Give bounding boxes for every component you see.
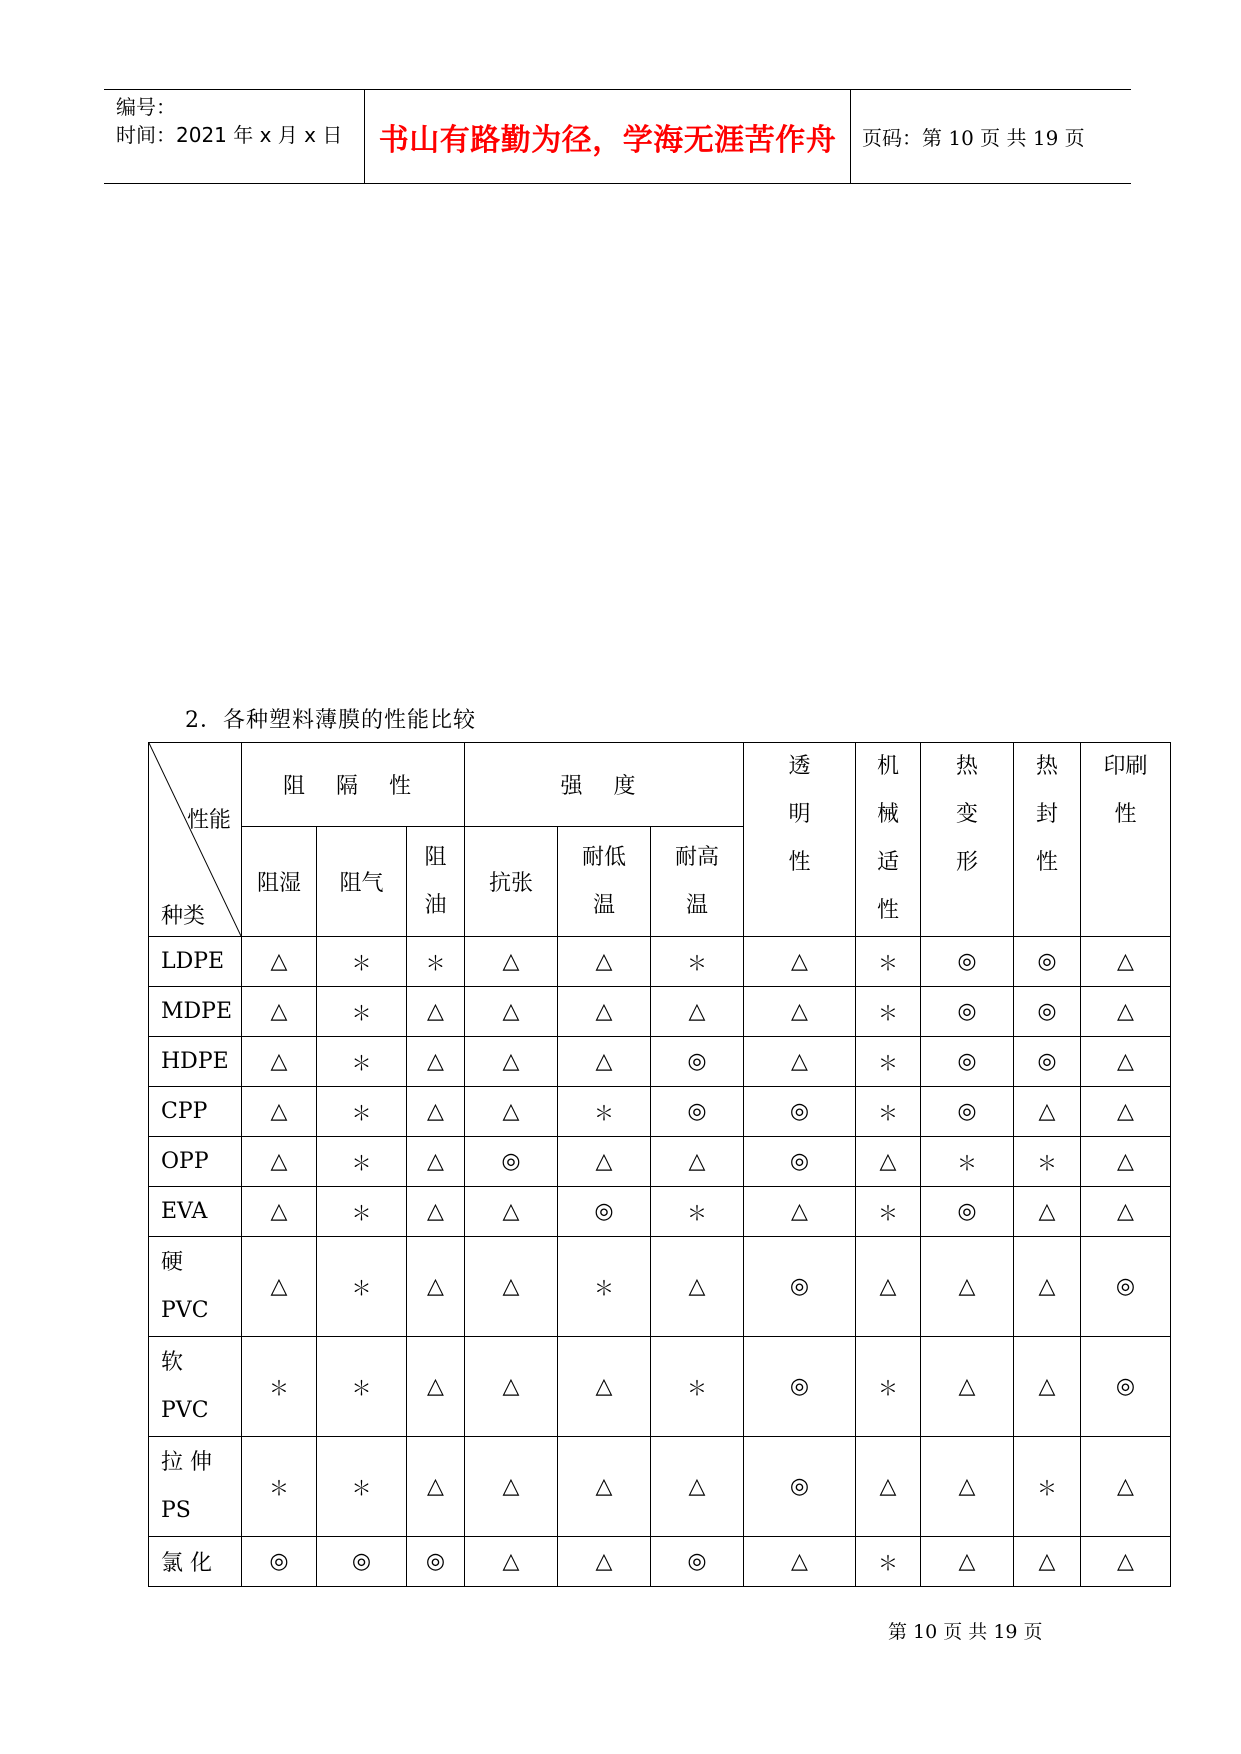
rating-cell: ＊	[651, 1187, 744, 1237]
rating-cell: ＊	[856, 1337, 921, 1437]
rating-cell: △	[1014, 1237, 1081, 1337]
rating-cell: ◎	[744, 1137, 856, 1187]
table-row	[149, 1337, 1171, 1437]
header-motto: 书山有路勤为径，学海无涯苦作舟	[378, 122, 837, 158]
rating-cell: △	[1081, 937, 1171, 987]
rating-cell: △	[558, 1537, 651, 1587]
rating-cell: △	[407, 987, 465, 1037]
table-row	[149, 1037, 1171, 1087]
rating-cell: ◎	[1014, 1037, 1081, 1087]
row-material-name: 氯 化	[149, 1537, 242, 1587]
rating-cell: △	[651, 1237, 744, 1337]
rating-cell: △	[1081, 1087, 1171, 1137]
rating-cell: △	[1014, 1087, 1081, 1137]
table-row	[149, 1237, 1171, 1337]
header-printability: 印刷 性	[1081, 743, 1171, 937]
rating-cell: ＊	[317, 1437, 407, 1537]
row-material-name: MDPE	[149, 987, 242, 1037]
rating-cell: ◎	[921, 1087, 1014, 1137]
rating-cell: ◎	[921, 1187, 1014, 1237]
time-text: 时间：2021 年 x 月 x 日	[116, 123, 343, 147]
rating-cell: ＊	[242, 1337, 317, 1437]
page-footer: 第 10 页 共 19 页	[888, 1621, 1043, 1643]
rating-cell: △	[407, 1187, 465, 1237]
rating-cell: ＊	[1014, 1137, 1081, 1187]
rating-cell: ◎	[558, 1187, 651, 1237]
rating-cell: △	[242, 937, 317, 987]
row-name-line1: 硬	[161, 1249, 184, 1275]
row-material-name	[149, 1437, 242, 1537]
rating-cell: △	[921, 1437, 1014, 1537]
rating-cell: ＊	[856, 1037, 921, 1087]
rating-cell: ＊	[856, 937, 921, 987]
row-material-name: HDPE	[149, 1037, 242, 1087]
rating-cell: ＊	[921, 1137, 1014, 1187]
rating-cell: △	[465, 1237, 558, 1337]
rating-cell: △	[407, 1137, 465, 1187]
subheader-moisture: 阻湿	[242, 827, 317, 937]
rating-cell: ◎	[921, 1037, 1014, 1087]
rating-cell: △	[407, 1437, 465, 1537]
rating-cell: △	[558, 937, 651, 987]
rating-cell: △	[465, 1337, 558, 1437]
rating-cell: ＊	[856, 1187, 921, 1237]
header-meta	[116, 93, 356, 149]
rating-cell: ＊	[856, 987, 921, 1037]
rating-cell: △	[242, 1237, 317, 1337]
rating-cell: △	[921, 1237, 1014, 1337]
rating-cell: △	[465, 1437, 558, 1537]
row-name-line2: PVC	[161, 1297, 209, 1323]
subheader-high-temp: 耐高 温	[651, 827, 744, 937]
rating-cell: ＊	[317, 1087, 407, 1137]
header-heat-seal: 热 封 性	[1014, 743, 1081, 937]
rating-cell: ◎	[921, 987, 1014, 1037]
table-row	[149, 1137, 1171, 1187]
rating-cell: △	[744, 987, 856, 1037]
rating-cell: △	[407, 1337, 465, 1437]
rating-cell: ＊	[317, 937, 407, 987]
rating-cell: △	[242, 1037, 317, 1087]
rating-cell: ◎	[744, 1437, 856, 1537]
rating-cell: ＊	[317, 1237, 407, 1337]
rating-cell: ◎	[242, 1537, 317, 1587]
rating-cell: △	[744, 1537, 856, 1587]
corner-label-performance: 性能	[186, 808, 231, 833]
header-machinability: 机 械 适 性	[856, 743, 921, 937]
rating-cell: △	[1081, 1537, 1171, 1587]
row-material-name: CPP	[149, 1087, 242, 1137]
rating-cell: △	[465, 1537, 558, 1587]
row-material-name: EVA	[149, 1187, 242, 1237]
rating-cell: △	[1081, 1037, 1171, 1087]
rating-cell: ＊	[317, 987, 407, 1037]
rating-cell: △	[558, 1137, 651, 1187]
rating-cell: △	[242, 1187, 317, 1237]
rating-cell: △	[465, 987, 558, 1037]
rating-cell: △	[558, 1037, 651, 1087]
rating-cell: △	[407, 1237, 465, 1337]
rating-cell: △	[1014, 1537, 1081, 1587]
rating-cell: ◎	[465, 1137, 558, 1187]
subheader-low-temp: 耐低 温	[558, 827, 651, 937]
header-divider	[850, 90, 851, 183]
rating-cell: △	[651, 1137, 744, 1187]
rating-cell: ◎	[1014, 937, 1081, 987]
rating-cell: △	[465, 937, 558, 987]
subheader-tensile: 抗张	[465, 827, 558, 937]
rating-cell: ＊	[1014, 1437, 1081, 1537]
rating-cell: ◎	[744, 1087, 856, 1137]
header-transparency: 透 明 性	[744, 743, 856, 937]
rating-cell: ◎	[651, 1537, 744, 1587]
rating-cell: ＊	[317, 1137, 407, 1187]
rating-cell: ◎	[317, 1537, 407, 1587]
rating-cell: ＊	[558, 1237, 651, 1337]
rating-cell: △	[242, 1137, 317, 1187]
table-row	[149, 1087, 1171, 1137]
rating-cell: ＊	[558, 1087, 651, 1137]
rating-cell: △	[856, 1237, 921, 1337]
row-material-name	[149, 1337, 242, 1437]
rating-cell: △	[744, 1187, 856, 1237]
table-row	[149, 1437, 1171, 1537]
rating-cell: △	[856, 1437, 921, 1537]
rating-cell: △	[921, 1537, 1014, 1587]
rating-cell: △	[558, 987, 651, 1037]
rating-cell: ＊	[317, 1037, 407, 1087]
row-name-line2: PVC	[161, 1397, 209, 1423]
rating-cell: △	[744, 1037, 856, 1087]
rating-cell: △	[651, 1437, 744, 1537]
rating-cell: ◎	[1081, 1337, 1171, 1437]
group-header-strength: 强 度	[465, 743, 744, 827]
row-name-line1: 软	[161, 1349, 184, 1375]
rating-cell: ◎	[744, 1337, 856, 1437]
row-name-line2: PS	[161, 1497, 191, 1523]
rating-cell: △	[558, 1437, 651, 1537]
corner-label-type: 种类	[161, 904, 206, 929]
page-header	[104, 89, 1131, 184]
rating-cell: △	[242, 1087, 317, 1137]
rating-cell: ＊	[242, 1437, 317, 1537]
section-title: 2．各种塑料薄膜的性能比较	[185, 708, 476, 733]
rating-cell: △	[1081, 1137, 1171, 1187]
table-row	[149, 937, 1171, 987]
rating-cell: ＊	[317, 1337, 407, 1437]
rating-cell: ◎	[1014, 987, 1081, 1037]
row-material-name: OPP	[149, 1137, 242, 1187]
rating-cell: △	[651, 987, 744, 1037]
group-header-barrier: 阻 隔 性	[242, 743, 465, 827]
table-row	[149, 1537, 1171, 1587]
rating-cell: △	[242, 987, 317, 1037]
rating-cell: ＊	[856, 1537, 921, 1587]
rating-cell: ◎	[744, 1237, 856, 1337]
rating-cell: △	[465, 1087, 558, 1137]
rating-cell: △	[744, 937, 856, 987]
film-performance-table	[148, 742, 1171, 1587]
rating-cell: △	[558, 1337, 651, 1437]
rating-cell: △	[465, 1187, 558, 1237]
rating-cell: ◎	[651, 1037, 744, 1087]
rating-cell: △	[1081, 1437, 1171, 1537]
rating-cell: ◎	[1081, 1237, 1171, 1337]
rating-cell: ＊	[651, 1337, 744, 1437]
row-material-name: LDPE	[149, 937, 242, 987]
rating-cell: ＊	[407, 937, 465, 987]
rating-cell: ＊	[651, 937, 744, 987]
header-page-number: 页码：第 10 页 共 19 页	[862, 126, 1085, 150]
serial-label: 编号：	[116, 95, 176, 119]
subheader-oil: 阻 油	[407, 827, 465, 937]
rating-cell: △	[1081, 1187, 1171, 1237]
rating-cell: ＊	[317, 1187, 407, 1237]
rating-cell: ◎	[921, 937, 1014, 987]
table-row	[149, 987, 1171, 1037]
rating-cell: ＊	[856, 1087, 921, 1137]
rating-cell: ◎	[651, 1087, 744, 1137]
rating-cell: △	[1081, 987, 1171, 1037]
row-material-name	[149, 1237, 242, 1337]
rating-cell: △	[465, 1037, 558, 1087]
rating-cell: △	[1014, 1187, 1081, 1237]
corner-header-cell	[149, 743, 242, 937]
rating-cell: △	[1014, 1337, 1081, 1437]
rating-cell: △	[921, 1337, 1014, 1437]
rating-cell: △	[407, 1087, 465, 1137]
rating-cell: ◎	[407, 1537, 465, 1587]
subheader-gas: 阻气	[317, 827, 407, 937]
rating-cell: △	[856, 1137, 921, 1187]
row-name-line1: 拉 伸	[161, 1449, 212, 1475]
table-row	[149, 1187, 1171, 1237]
rating-cell: △	[407, 1037, 465, 1087]
header-heat-deformation: 热 变 形	[921, 743, 1014, 937]
